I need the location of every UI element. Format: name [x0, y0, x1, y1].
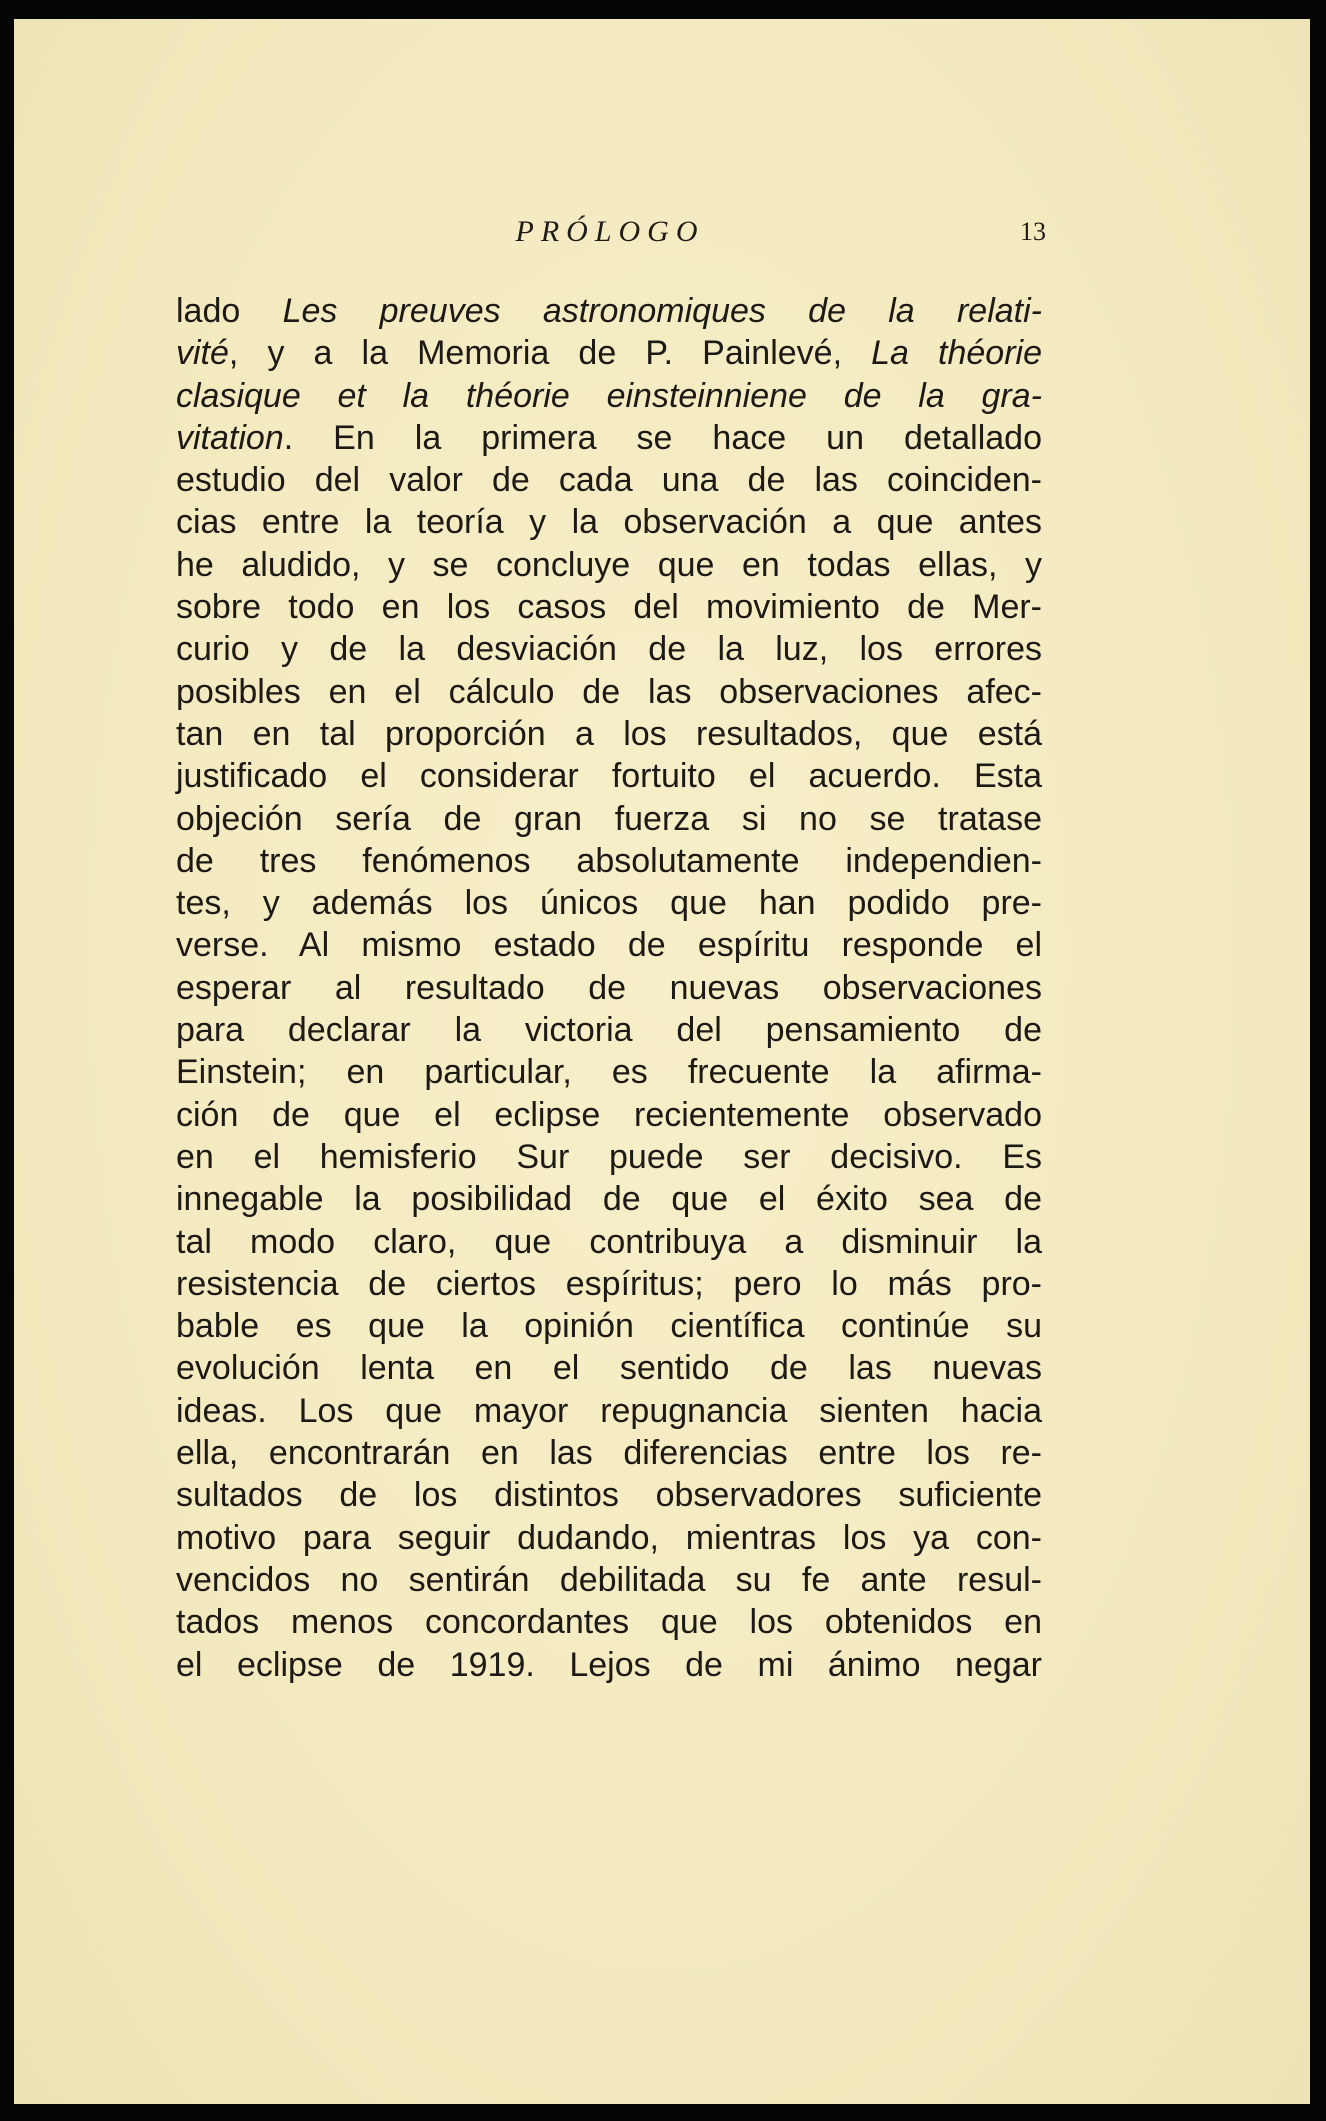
page-header — [174, 215, 1046, 255]
running-title: PRÓLOGO — [515, 215, 705, 248]
text-line — [176, 1094, 1042, 1136]
text-line — [176, 1559, 1042, 1601]
text-segment: sultados de los distintos observadores suficiente — [176, 1476, 1042, 1515]
page-number: 13 — [1020, 217, 1046, 246]
text-segment: verse. Al mismo estado de espíritu responde el — [176, 926, 1042, 965]
text-line — [176, 1009, 1042, 1051]
text-line — [176, 882, 1042, 924]
text-line — [176, 1263, 1042, 1305]
text-segment: para declarar la victoria del pensamiento de — [176, 1011, 1042, 1050]
text-line — [176, 1178, 1042, 1220]
text-segment: ción de que el eclipse recientemente observado — [176, 1095, 1042, 1134]
text-segment: . En la primera se hace un detallado — [283, 418, 1042, 457]
text-line — [176, 1051, 1042, 1093]
text-line — [176, 1601, 1042, 1643]
text-line — [176, 544, 1042, 586]
text-segment: el eclipse de 1919. Lejos de mi ánimo negar — [176, 1645, 1042, 1684]
text-line — [176, 501, 1042, 543]
text-line — [176, 924, 1042, 966]
text-segment: lado — [176, 292, 283, 330]
text-segment: tan en tal proporción a los resultados, que está — [176, 714, 1042, 753]
text-line — [176, 1390, 1042, 1432]
text-line — [176, 375, 1042, 417]
text-line — [176, 1474, 1042, 1516]
text-segment: , y a la Memoria de P. Painlevé, — [228, 334, 872, 373]
italic-text-segment: clasique et la théorie einsteinniene de la gra- — [176, 376, 1042, 415]
text-line — [176, 1517, 1042, 1559]
text-line — [176, 586, 1042, 628]
text-line — [176, 459, 1042, 501]
text-segment: bable es que la opinión científica continúe su — [176, 1307, 1042, 1346]
text-line — [176, 755, 1042, 797]
text-segment: innegable la posibilidad de que el éxito sea de — [176, 1180, 1042, 1219]
text-line — [176, 840, 1042, 882]
text-segment: Einstein; en particular, es frecuente la afirma- — [176, 1053, 1042, 1092]
text-line — [176, 417, 1042, 459]
text-line — [176, 713, 1042, 755]
text-segment: cias entre la teoría y la observación a que antes — [176, 503, 1042, 542]
text-segment: ella, encontrarán en las diferencias entre los re- — [176, 1434, 1042, 1473]
text-segment: resistencia de ciertos espíritus; pero lo más pro- — [176, 1264, 1042, 1303]
italic-text-segment: vité — [176, 334, 229, 373]
text-line — [176, 671, 1042, 713]
text-segment: sobre todo en los casos del movimiento de Mer- — [176, 588, 1042, 627]
text-line — [176, 798, 1042, 840]
text-line — [176, 1432, 1042, 1474]
text-segment: de tres fenómenos absolutamente independien- — [176, 841, 1042, 880]
text-segment: curio y de la desviación de la luz, los errores — [176, 630, 1042, 669]
text-segment: evolución lenta en el sentido de las nuevas — [176, 1349, 1042, 1388]
text-segment: vencidos no sentirán debilitada su fe ante resul- — [176, 1560, 1042, 1599]
text-line — [176, 1305, 1042, 1347]
text-segment: justificado el considerar fortuito el acuerdo. Esta — [176, 757, 1042, 796]
text-segment: tes, y además los únicos que han podido pre- — [176, 884, 1042, 923]
text-segment: objeción sería de gran fuerza si no se tratase — [176, 799, 1042, 838]
text-segment: tados menos concordantes que los obtenidos en — [176, 1603, 1042, 1642]
text-segment: he aludido, y se concluye que en todas ellas, y — [176, 545, 1042, 584]
text-segment: posibles en el cálculo de las observaciones afec- — [176, 672, 1042, 711]
text-segment: estudio del valor de cada una de las coinciden- — [176, 461, 1042, 500]
text-line — [176, 1221, 1042, 1263]
text-line — [176, 628, 1042, 670]
text-line — [176, 290, 1042, 332]
text-segment: en el hemisferio Sur puede ser decisivo. Es — [176, 1137, 1042, 1176]
text-segment: tal modo claro, que contribuya a disminuir la — [176, 1222, 1042, 1261]
text-line — [176, 967, 1042, 1009]
text-segment: ideas. Los que mayor repugnancia sienten hacia — [176, 1391, 1042, 1430]
body-text — [176, 290, 1042, 1686]
text-line — [176, 332, 1042, 374]
book-page — [14, 19, 1310, 2104]
text-line — [176, 1644, 1042, 1686]
italic-text-segment: vitation — [176, 418, 284, 457]
text-segment: esperar al resultado de nuevas observaciones — [176, 968, 1042, 1007]
italic-text-segment: Les preuves astronomiques de la relati- — [282, 292, 1042, 330]
text-line — [176, 1136, 1042, 1178]
italic-text-segment: La théorie — [871, 334, 1042, 373]
text-segment: motivo para seguir dudando, mientras los ya con- — [176, 1518, 1042, 1557]
text-line — [176, 1347, 1042, 1389]
